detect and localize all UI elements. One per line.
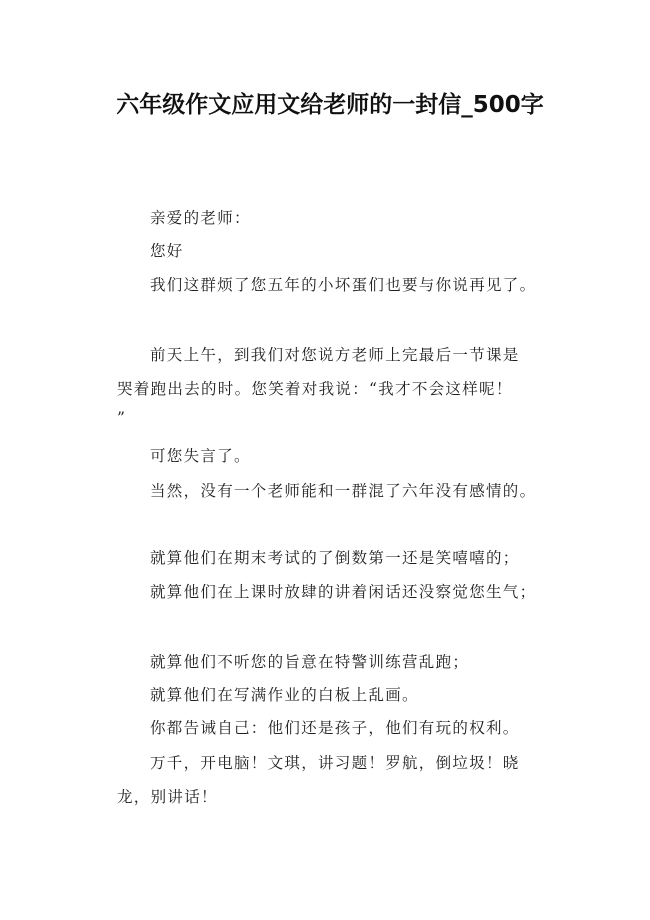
paragraph-line: ” [117,409,127,427]
paragraph-line: 当然，没有一个老师能和一群混了六年没有感情的。 [150,482,537,500]
paragraph-line: 你都告诫自己：他们还是孩子，他们有玩的权利。 [150,719,520,737]
paragraph-line: 前天上午，到我们对您说方老师上完最后一节课是 [150,346,520,364]
paragraph-line: 就算他们在写满作业的白板上乱画。 [150,686,419,704]
paragraph-line: 就算他们在上课时放肆的讲着闲话还没察觉您生气； [150,583,537,601]
paragraph-line: 龙，别讲话！ [117,788,218,806]
paragraph-line: 我们这群烦了您五年的小坏蛋们也要与你说再见了。 [150,276,537,294]
document-title: 六年级作文应用文给老师的一封信_500字 [116,92,544,118]
paragraph-line: 就算他们在期末考试的了倒数第一还是笑嘻嘻的； [150,549,520,567]
paragraph-line: 可您失言了。 [150,447,251,465]
paragraph-line: 就算他们不听您的旨意在特警训练营乱跑； [150,653,470,671]
salutation: 亲爱的老师： [150,209,251,227]
greeting: 您好 [150,242,184,260]
paragraph-line: 万千，开电脑！文琪，讲习题！罗航，倒垃圾！晓 [150,754,520,772]
paragraph-line: 哭着跑出去的时。您笑着对我说：“我才不会这样呢！ [117,380,513,398]
